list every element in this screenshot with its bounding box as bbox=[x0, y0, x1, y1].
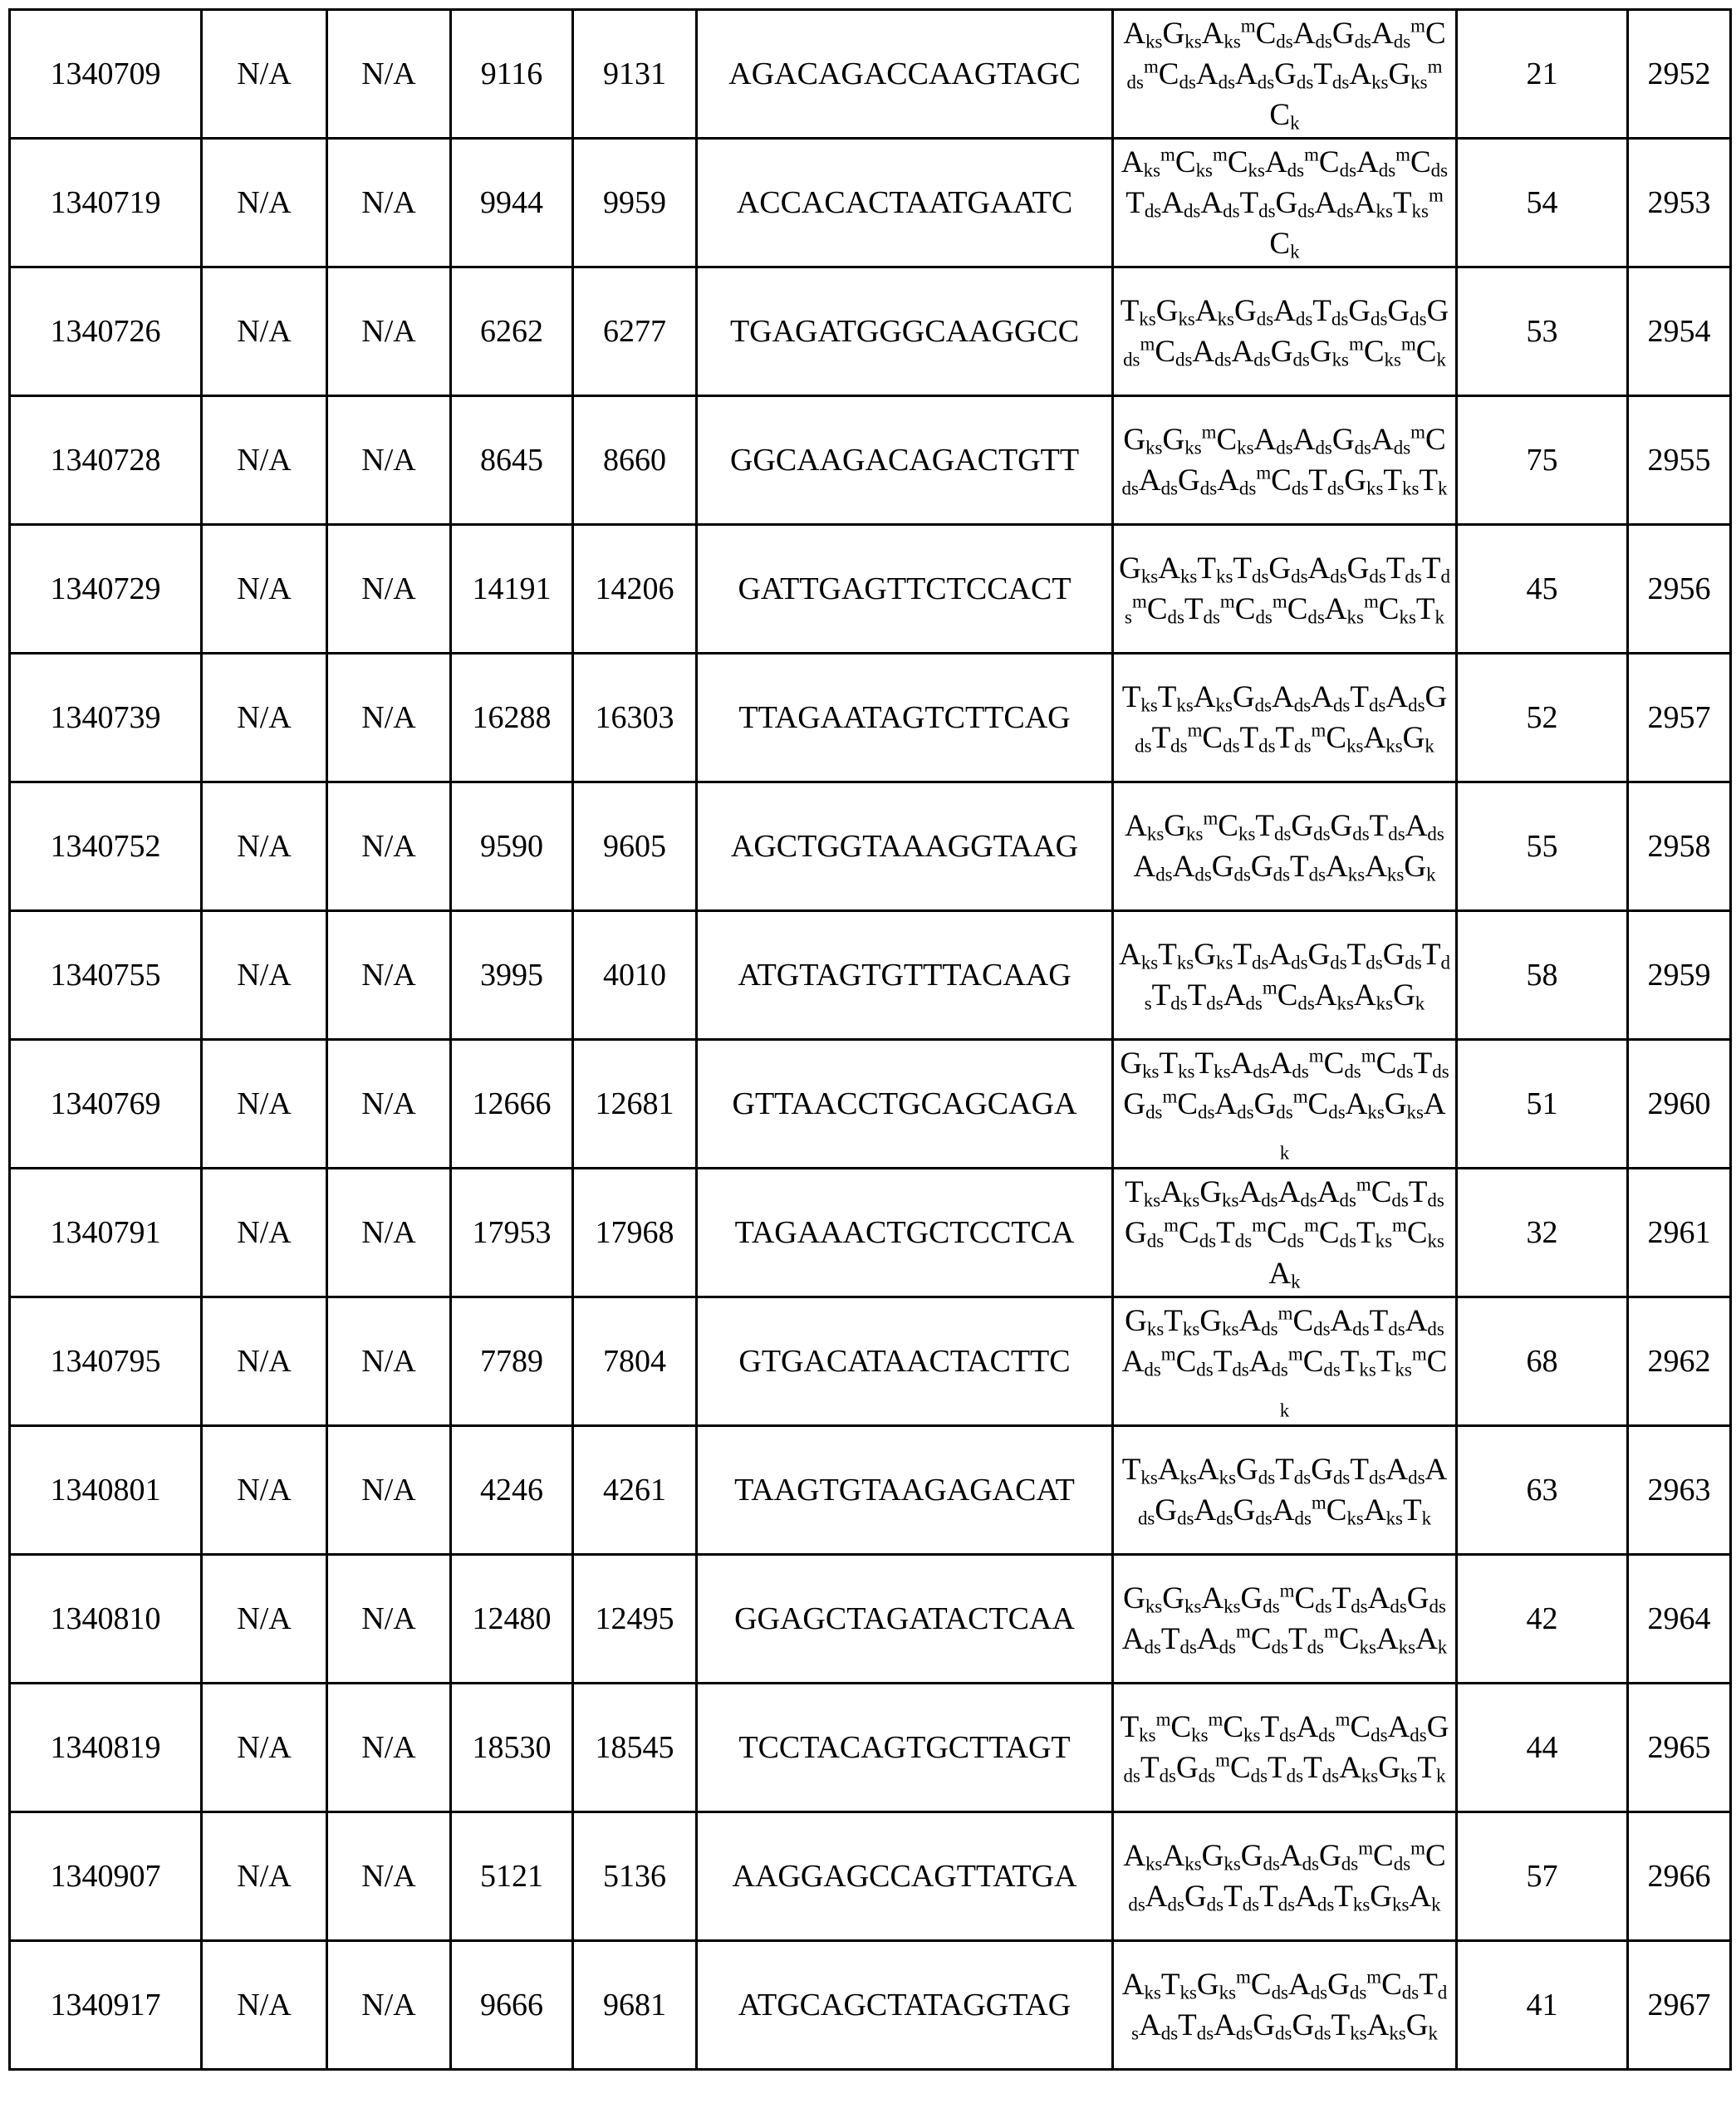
table-row bbox=[10, 267, 1731, 396]
na-cell-1: N/A bbox=[202, 1684, 327, 1812]
stop-site-cell: 9605 bbox=[573, 782, 697, 911]
stop-site-cell: 16303 bbox=[573, 654, 697, 782]
table-row bbox=[10, 396, 1731, 525]
sequence-cell: TAGAAACTGCTCCTCA bbox=[697, 1169, 1113, 1297]
stop-site-cell: 9959 bbox=[573, 139, 697, 267]
compound-id-cell: 1340819 bbox=[10, 1684, 202, 1812]
na-cell-2: N/A bbox=[327, 525, 451, 654]
chemistry-notation-cell: AksmCksmCksAdsmCdsAdsmCdsTdsAdsAdsTdsGdsAdsAksTksmCk bbox=[1113, 139, 1457, 267]
value-cell: 52 bbox=[1457, 654, 1628, 782]
compound-id-cell: 1340917 bbox=[10, 1941, 202, 2070]
compound-id-cell: 1340795 bbox=[10, 1297, 202, 1426]
start-site-cell: 6262 bbox=[451, 267, 573, 396]
na-cell-2: N/A bbox=[327, 911, 451, 1040]
sequence-cell: TCCTACAGTGCTTAGT bbox=[697, 1684, 1113, 1812]
stop-site-cell: 6277 bbox=[573, 267, 697, 396]
stop-site-cell: 4261 bbox=[573, 1426, 697, 1555]
sequence-cell: TTAGAATAGTCTTCAG bbox=[697, 654, 1113, 782]
value-cell: 55 bbox=[1457, 782, 1628, 911]
start-site-cell: 7789 bbox=[451, 1297, 573, 1426]
stop-site-cell: 18545 bbox=[573, 1684, 697, 1812]
seq-id-cell: 2957 bbox=[1628, 654, 1731, 782]
na-cell-1: N/A bbox=[202, 1040, 327, 1169]
value-cell: 44 bbox=[1457, 1684, 1628, 1812]
seq-id-cell: 2960 bbox=[1628, 1040, 1731, 1169]
value-cell: 75 bbox=[1457, 396, 1628, 525]
chemistry-notation-cell: AksTksGksTdsAdsGdsTdsGdsTdsTdsTdsAdsmCdsAksAksGk bbox=[1113, 911, 1457, 1040]
table-row bbox=[10, 1426, 1731, 1555]
seq-id-cell: 2952 bbox=[1628, 10, 1731, 139]
seq-id-cell: 2953 bbox=[1628, 139, 1731, 267]
sequence-cell: AAGGAGCCAGTTATGA bbox=[697, 1812, 1113, 1941]
compound-id-cell: 1340729 bbox=[10, 525, 202, 654]
table-row bbox=[10, 1941, 1731, 2070]
seq-id-cell: 2954 bbox=[1628, 267, 1731, 396]
compound-id-cell: 1340709 bbox=[10, 10, 202, 139]
table-row bbox=[10, 1040, 1731, 1169]
start-site-cell: 4246 bbox=[451, 1426, 573, 1555]
na-cell-2: N/A bbox=[327, 10, 451, 139]
na-cell-1: N/A bbox=[202, 10, 327, 139]
stop-site-cell: 12681 bbox=[573, 1040, 697, 1169]
start-site-cell: 14191 bbox=[451, 525, 573, 654]
table-body bbox=[10, 10, 1731, 2070]
stop-site-cell: 7804 bbox=[573, 1297, 697, 1426]
chemistry-notation-cell: TksmCksmCksTdsAdsmCdsAdsGdsTdsGdsmCdsTdsTdsAksGksTk bbox=[1113, 1684, 1457, 1812]
sequence-cell: TGAGATGGGCAAGGCC bbox=[697, 267, 1113, 396]
compound-id-cell: 1340801 bbox=[10, 1426, 202, 1555]
table-row bbox=[10, 911, 1731, 1040]
na-cell-2: N/A bbox=[327, 782, 451, 911]
start-site-cell: 9666 bbox=[451, 1941, 573, 2070]
start-site-cell: 17953 bbox=[451, 1169, 573, 1297]
table-row bbox=[10, 525, 1731, 654]
na-cell-2: N/A bbox=[327, 396, 451, 525]
sequence-cell: GGCAAGACAGACTGTT bbox=[697, 396, 1113, 525]
na-cell-1: N/A bbox=[202, 654, 327, 782]
sequence-cell: AGACAGACCAAGTAGC bbox=[697, 10, 1113, 139]
na-cell-2: N/A bbox=[327, 1040, 451, 1169]
table-row bbox=[10, 1684, 1731, 1812]
seq-id-cell: 2963 bbox=[1628, 1426, 1731, 1555]
chemistry-notation-cell: TksAksAksGdsTdsGdsTdsAdsAdsGdsAdsGdsAdsmCksAksTk bbox=[1113, 1426, 1457, 1555]
na-cell-2: N/A bbox=[327, 1426, 451, 1555]
compound-id-cell: 1340728 bbox=[10, 396, 202, 525]
sequence-cell: GGAGCTAGATACTCAA bbox=[697, 1555, 1113, 1684]
table-row bbox=[10, 139, 1731, 267]
table-row bbox=[10, 782, 1731, 911]
start-site-cell: 5121 bbox=[451, 1812, 573, 1941]
value-cell: 41 bbox=[1457, 1941, 1628, 2070]
compound-id-cell: 1340755 bbox=[10, 911, 202, 1040]
stop-site-cell: 14206 bbox=[573, 525, 697, 654]
start-site-cell: 16288 bbox=[451, 654, 573, 782]
start-site-cell: 9944 bbox=[451, 139, 573, 267]
chemistry-notation-cell: GksGksAksGdsmCdsTdsAdsGdsAdsTdsAdsmCdsTdsmCksAksAk bbox=[1113, 1555, 1457, 1684]
value-cell: 21 bbox=[1457, 10, 1628, 139]
value-cell: 42 bbox=[1457, 1555, 1628, 1684]
na-cell-1: N/A bbox=[202, 1812, 327, 1941]
na-cell-1: N/A bbox=[202, 525, 327, 654]
na-cell-2: N/A bbox=[327, 1297, 451, 1426]
na-cell-1: N/A bbox=[202, 1426, 327, 1555]
compound-id-cell: 1340907 bbox=[10, 1812, 202, 1941]
table-row bbox=[10, 1555, 1731, 1684]
stop-site-cell: 4010 bbox=[573, 911, 697, 1040]
stop-site-cell: 17968 bbox=[573, 1169, 697, 1297]
compound-id-cell: 1340719 bbox=[10, 139, 202, 267]
compound-id-cell: 1340810 bbox=[10, 1555, 202, 1684]
value-cell: 57 bbox=[1457, 1812, 1628, 1941]
stop-site-cell: 5136 bbox=[573, 1812, 697, 1941]
na-cell-2: N/A bbox=[327, 1555, 451, 1684]
seq-id-cell: 2965 bbox=[1628, 1684, 1731, 1812]
chemistry-notation-cell: TksGksAksGdsAdsTdsGdsGdsGdsmCdsAdsAdsGdsGksmCksmCk bbox=[1113, 267, 1457, 396]
table-row bbox=[10, 1169, 1731, 1297]
oligonucleotide-table bbox=[8, 8, 1732, 2071]
chemistry-notation-cell: TksTksAksGdsAdsAdsTdsAdsGdsTdsmCdsTdsTdsmCksAksGk bbox=[1113, 654, 1457, 782]
value-cell: 45 bbox=[1457, 525, 1628, 654]
na-cell-2: N/A bbox=[327, 139, 451, 267]
value-cell: 54 bbox=[1457, 139, 1628, 267]
value-cell: 68 bbox=[1457, 1297, 1628, 1426]
stop-site-cell: 9681 bbox=[573, 1941, 697, 2070]
seq-id-cell: 2961 bbox=[1628, 1169, 1731, 1297]
compound-id-cell: 1340791 bbox=[10, 1169, 202, 1297]
stop-site-cell: 12495 bbox=[573, 1555, 697, 1684]
stop-site-cell: 8660 bbox=[573, 396, 697, 525]
seq-id-cell: 2966 bbox=[1628, 1812, 1731, 1941]
na-cell-1: N/A bbox=[202, 1169, 327, 1297]
table-row bbox=[10, 1812, 1731, 1941]
sequence-cell: ATGTAGTGTTTACAAG bbox=[697, 911, 1113, 1040]
seq-id-cell: 2955 bbox=[1628, 396, 1731, 525]
na-cell-1: N/A bbox=[202, 267, 327, 396]
na-cell-1: N/A bbox=[202, 1297, 327, 1426]
na-cell-1: N/A bbox=[202, 1941, 327, 2070]
na-cell-1: N/A bbox=[202, 139, 327, 267]
na-cell-1: N/A bbox=[202, 396, 327, 525]
na-cell-2: N/A bbox=[327, 267, 451, 396]
sequence-cell: ATGCAGCTATAGGTAG bbox=[697, 1941, 1113, 2070]
sequence-cell: TAAGTGTAAGAGACAT bbox=[697, 1426, 1113, 1555]
chemistry-notation-cell: TksAksGksAdsAdsAdsmCdsTdsGdsmCdsTdsmCdsmCdsTksmCksAk bbox=[1113, 1169, 1457, 1297]
start-site-cell: 18530 bbox=[451, 1684, 573, 1812]
seq-id-cell: 2962 bbox=[1628, 1297, 1731, 1426]
chemistry-notation-cell: AksGksAksmCdsAdsGdsAdsmCdsmCdsAdsAdsGdsTdsAksGksmCk bbox=[1113, 10, 1457, 139]
chemistry-notation-cell: GksTksGksAdsmCdsAdsTdsAdsAdsmCdsTdsAdsmCdsTksTksmCk bbox=[1113, 1297, 1457, 1426]
seq-id-cell: 2964 bbox=[1628, 1555, 1731, 1684]
value-cell: 58 bbox=[1457, 911, 1628, 1040]
start-site-cell: 3995 bbox=[451, 911, 573, 1040]
na-cell-1: N/A bbox=[202, 1555, 327, 1684]
seq-id-cell: 2956 bbox=[1628, 525, 1731, 654]
sequence-cell: GATTGAGTTCTCCACT bbox=[697, 525, 1113, 654]
start-site-cell: 9590 bbox=[451, 782, 573, 911]
na-cell-2: N/A bbox=[327, 1684, 451, 1812]
sequence-cell: GTGACATAACTACTTC bbox=[697, 1297, 1113, 1426]
na-cell-2: N/A bbox=[327, 1812, 451, 1941]
compound-id-cell: 1340739 bbox=[10, 654, 202, 782]
seq-id-cell: 2958 bbox=[1628, 782, 1731, 911]
compound-id-cell: 1340726 bbox=[10, 267, 202, 396]
table-row bbox=[10, 10, 1731, 139]
chemistry-notation-cell: AksGksmCksTdsGdsGdsTdsAdsAdsAdsGdsGdsTdsAksAksGk bbox=[1113, 782, 1457, 911]
start-site-cell: 9116 bbox=[451, 10, 573, 139]
value-cell: 51 bbox=[1457, 1040, 1628, 1169]
chemistry-notation-cell: GksAksTksTdsGdsAdsGdsTdsTdsmCdsTdsmCdsmCdsAksmCksTk bbox=[1113, 525, 1457, 654]
seq-id-cell: 2959 bbox=[1628, 911, 1731, 1040]
seq-id-cell: 2967 bbox=[1628, 1941, 1731, 2070]
sequence-cell: GTTAACCTGCAGCAGA bbox=[697, 1040, 1113, 1169]
start-site-cell: 8645 bbox=[451, 396, 573, 525]
na-cell-1: N/A bbox=[202, 782, 327, 911]
start-site-cell: 12666 bbox=[451, 1040, 573, 1169]
na-cell-2: N/A bbox=[327, 654, 451, 782]
sequence-cell: AGCTGGTAAAGGTAAG bbox=[697, 782, 1113, 911]
table-row bbox=[10, 1297, 1731, 1426]
value-cell: 32 bbox=[1457, 1169, 1628, 1297]
chemistry-notation-cell: AksTksGksmCdsAdsGdsmCdsTdsAdsTdsAdsGdsGdsTksAksGk bbox=[1113, 1941, 1457, 2070]
value-cell: 53 bbox=[1457, 267, 1628, 396]
chemistry-notation-cell: GksTksTksAdsAdsmCdsmCdsTdsGdsmCdsAdsGdsmCdsAksGksAk bbox=[1113, 1040, 1457, 1169]
compound-id-cell: 1340769 bbox=[10, 1040, 202, 1169]
na-cell-2: N/A bbox=[327, 1169, 451, 1297]
value-cell: 63 bbox=[1457, 1426, 1628, 1555]
start-site-cell: 12480 bbox=[451, 1555, 573, 1684]
chemistry-notation-cell: GksGksmCksAdsAdsGdsAdsmCdsAdsGdsAdsmCdsTdsGksTksTk bbox=[1113, 396, 1457, 525]
chemistry-notation-cell: AksAksGksGdsAdsGdsmCdsmCdsAdsGdsTdsTdsAdsTksGksAk bbox=[1113, 1812, 1457, 1941]
stop-site-cell: 9131 bbox=[573, 10, 697, 139]
compound-id-cell: 1340752 bbox=[10, 782, 202, 911]
sequence-cell: ACCACACTAATGAATC bbox=[697, 139, 1113, 267]
na-cell-1: N/A bbox=[202, 911, 327, 1040]
table-row bbox=[10, 654, 1731, 782]
na-cell-2: N/A bbox=[327, 1941, 451, 2070]
